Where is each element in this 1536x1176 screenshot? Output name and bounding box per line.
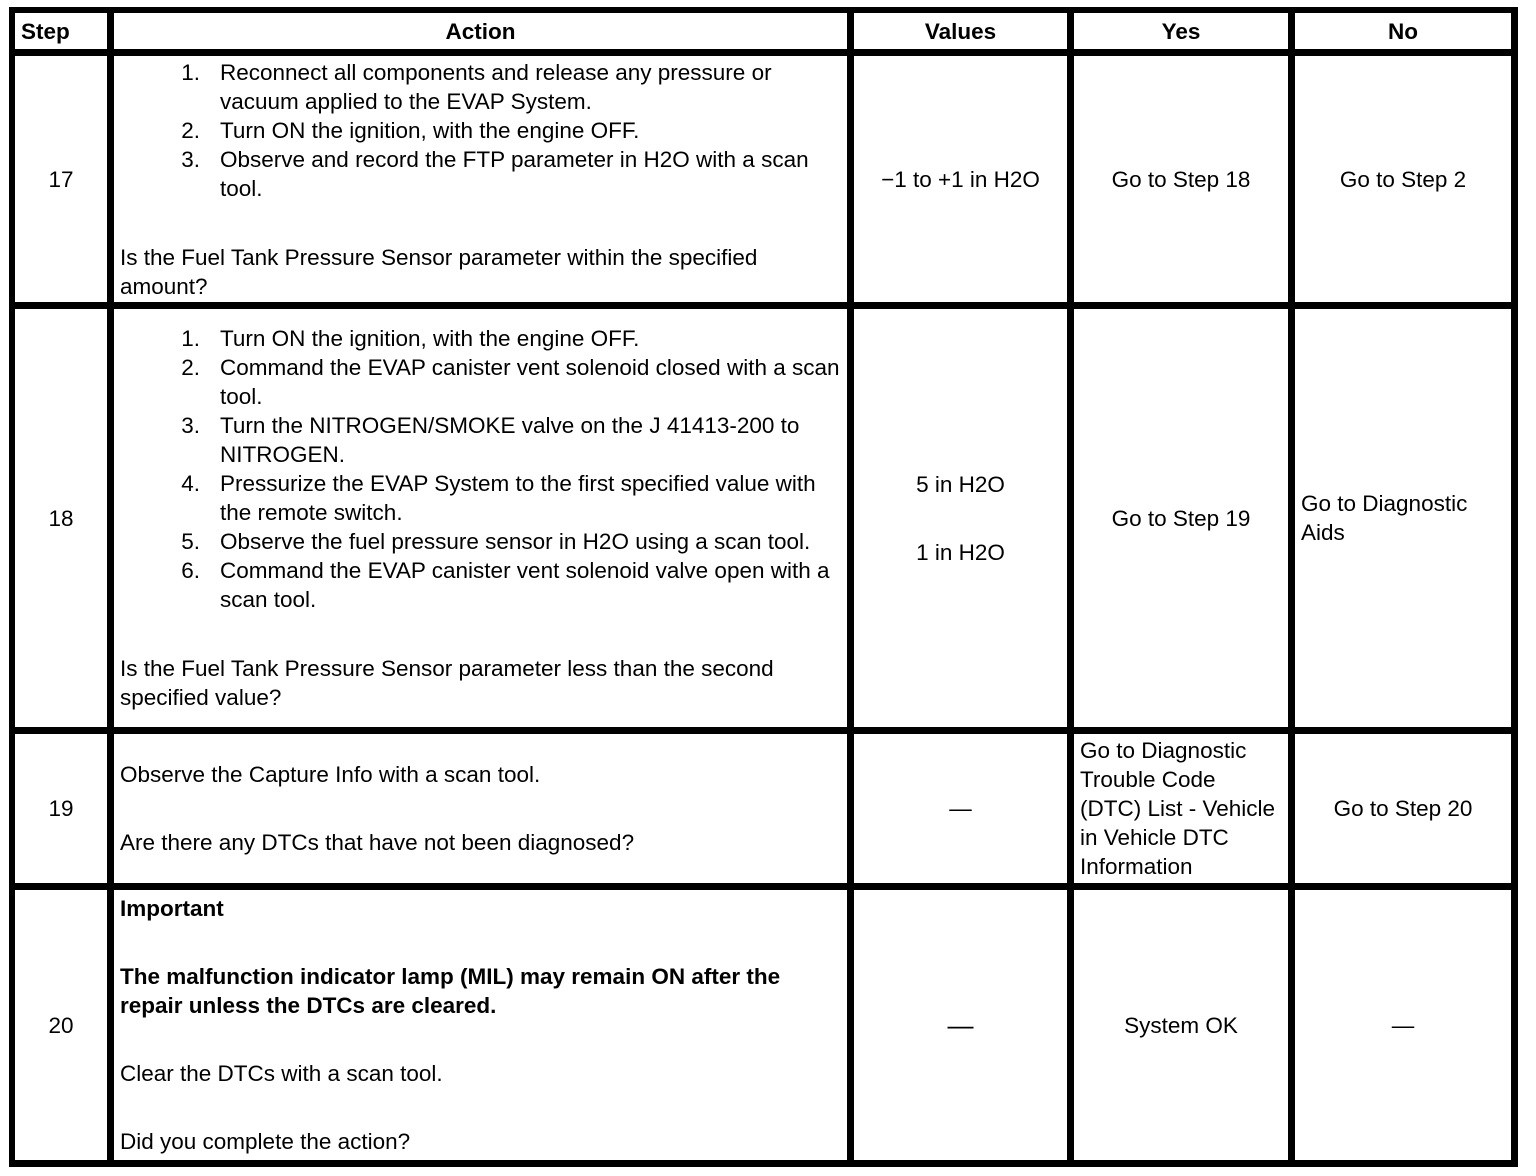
action-question: Is the Fuel Tank Pressure Sensor parameter within the specified amount?	[120, 244, 758, 299]
table-row-step-20	[12, 887, 1515, 1164]
table-row-step-19	[12, 731, 1515, 887]
step-item-number: 3.	[181, 146, 200, 172]
list-item	[120, 116, 841, 145]
diagnostic-table	[12, 10, 1515, 1164]
values-cell	[851, 731, 1071, 887]
list-item	[120, 411, 841, 469]
step-item-number: 1.	[181, 326, 200, 351]
values-cell	[851, 887, 1071, 1164]
step-item-text: Turn the NITROGEN/SMOKE valve on the J 41413-200 to NITROGEN.	[220, 413, 800, 467]
action-cell	[111, 731, 851, 887]
list-item	[120, 353, 841, 411]
yes-cell: Go to Diagnostic Trouble Code (DTC) List - Vehicle in Vehicle DTC Information	[1071, 731, 1292, 887]
step-item-text: Turn ON the ignition, with the engine OFF.	[220, 326, 640, 351]
step-item-number: 1.	[181, 59, 200, 85]
step-item-number: 5.	[181, 529, 200, 554]
action-text: Clear the DTCs with a scan tool.	[120, 1061, 443, 1086]
list-item	[120, 58, 841, 116]
no-cell: Go to Step 2	[1292, 53, 1515, 306]
values-cell	[851, 306, 1071, 731]
table-row-step-18	[12, 306, 1515, 731]
header-values: Values	[851, 10, 1071, 53]
step-item-number: 4.	[181, 471, 200, 496]
action-cell	[111, 887, 851, 1164]
table-row-step-17	[12, 53, 1515, 306]
yes-cell: System OK	[1071, 887, 1292, 1164]
step-item-text: Command the EVAP canister vent solenoid closed with a scan tool.	[220, 355, 840, 409]
action-steps-list	[120, 58, 841, 203]
action-steps-list	[120, 324, 841, 614]
value-text: 1 in H2O	[916, 539, 1005, 565]
important-text: The malfunction indicator lamp (MIL) may remain ON after the repair unless the DTCs are cleared.	[120, 964, 781, 1018]
step-item-text: Observe and record the FTP parameter in H2O with a scan tool.	[220, 146, 809, 201]
action-cell	[111, 306, 851, 731]
yes-cell: Go to Step 19	[1071, 306, 1292, 731]
step-item-text: Reconnect all components and release any pressure or vacuum applied to the EVAP System.	[220, 59, 772, 114]
step-number: 17	[12, 53, 111, 306]
header-action: Action	[111, 10, 851, 53]
important-label: Important	[120, 896, 224, 921]
list-item	[120, 527, 841, 556]
step-item-number: 3.	[181, 413, 200, 438]
no-cell: —	[1292, 887, 1515, 1164]
step-number: 20	[12, 887, 111, 1164]
step-item-number: 2.	[181, 117, 200, 143]
list-item	[120, 145, 841, 203]
header-yes: Yes	[1071, 10, 1292, 53]
step-number: 18	[12, 306, 111, 731]
step-item-text: Observe the fuel pressure sensor in H2O using a scan tool.	[220, 529, 811, 554]
value-text: −1 to +1 in H2O	[881, 166, 1040, 192]
header-row	[12, 10, 1515, 53]
yes-cell: Go to Step 18	[1071, 53, 1292, 306]
list-item	[120, 556, 841, 614]
step-item-text: Command the EVAP canister vent solenoid valve open with a scan tool.	[220, 558, 830, 612]
action-text: Observe the Capture Info with a scan tool.	[120, 762, 541, 787]
step-number: 19	[12, 731, 111, 887]
no-cell: Go to Diagnostic Aids	[1292, 306, 1515, 731]
value-text: —	[949, 796, 972, 821]
header-no: No	[1292, 10, 1515, 53]
value-text: —	[947, 1009, 974, 1040]
step-item-number: 2.	[181, 355, 200, 380]
action-question: Is the Fuel Tank Pressure Sensor parameter less than the second specified value?	[120, 656, 774, 710]
no-cell: Go to Step 20	[1292, 731, 1515, 887]
step-item-number: 6.	[181, 558, 200, 583]
action-cell	[111, 53, 851, 306]
header-step: Step	[12, 10, 111, 53]
step-item-text: Turn ON the ignition, with the engine OFF.	[220, 117, 640, 143]
action-question: Did you complete the action?	[120, 1129, 411, 1154]
list-item	[120, 469, 841, 527]
action-question: Are there any DTCs that have not been diagnosed?	[120, 830, 635, 855]
list-item	[120, 324, 841, 353]
values-cell	[851, 53, 1071, 306]
step-item-text: Pressurize the EVAP System to the first specified value with the remote switch.	[220, 471, 816, 525]
value-text: 5 in H2O	[916, 471, 1005, 497]
